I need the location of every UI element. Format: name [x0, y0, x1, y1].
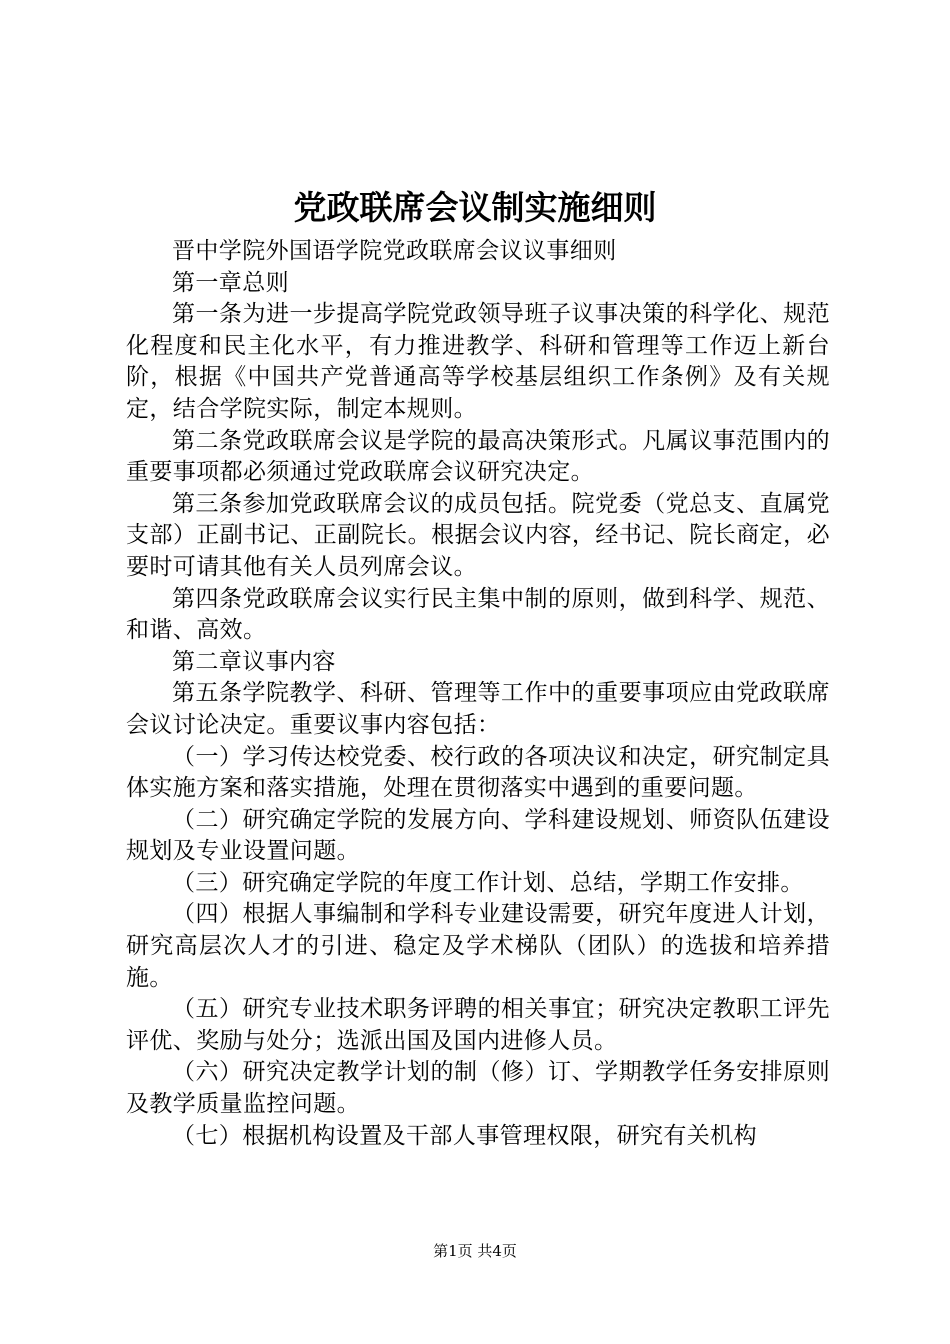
- page-footer: 第1页 共4页: [433, 1242, 517, 1260]
- list-item-paragraph: （六）研究决定教学计划的制（修）订、学期教学任务安排原则及教学质量监控问题。: [126, 1059, 830, 1118]
- chapter-heading: 第二章议事内容: [172, 648, 336, 675]
- list-item-paragraph: （五）研究专业技术职务评聘的相关事宜；研究决定教职工评先评优、奖励与处分；选派出国及国内进修人员。: [126, 996, 830, 1054]
- list-item-paragraph: （七）根据机构设置及干部人事管理权限，研究有关机构: [172, 1122, 757, 1149]
- list-item-paragraph: （四）根据人事编制和学科专业建设需要，研究年度进人计划，研究高层次人才的引进、稳定及学术梯队（团队）的选拔和培养措施。: [126, 901, 830, 991]
- list-item-paragraph: （一）学习传达校党委、校行政的各项决议和决定，研究制定具体实施方案和落实措施，处理在贯彻落实中遇到的重要问题。: [126, 743, 830, 802]
- subtitle-paragraph: 晋中学院外国语学院党政联席会议议事细则: [172, 238, 617, 264]
- chapter-heading: 第一章总则: [172, 269, 289, 296]
- list-item-paragraph: （三）研究确定学院的年度工作计划、总结，学期工作安排。: [172, 869, 804, 896]
- document-body: [126, 236, 830, 1152]
- document-title: 党政联席会议制实施细则: [293, 188, 657, 227]
- article-paragraph: 第二条党政联席会议是学院的最高决策形式。凡属议事范围内的重要事项都必须通过党政联席会议研究决定。: [126, 427, 830, 486]
- article-paragraph: 第一条为进一步提高学院党政领导班子议事决策的科学化、规范化程度和民主化水平，有力推进教学、科研和管理等工作迈上新台阶，根据《中国共产党普通高等学校基层组织工作条例》及有关规定，结合学院实际，制定本规则。: [126, 301, 830, 422]
- article-paragraph: 第三条参加党政联席会议的成员包括。院党委（党总支、直属党支部）正副书记、正副院长。根据会议内容，经书记、院长商定，必要时可请其他有关人员列席会议。: [126, 490, 830, 580]
- list-item-paragraph: （二）研究确定学院的发展方向、学科建设规划、师资队伍建设规划及专业设置问题。: [126, 806, 830, 865]
- article-paragraph: 第四条党政联席会议实行民主集中制的原则，做到科学、规范、和谐、高效。: [126, 585, 830, 644]
- article-paragraph: 第五条学院教学、科研、管理等工作中的重要事项应由党政联席会议讨论决定。重要议事内容包括：: [126, 680, 830, 738]
